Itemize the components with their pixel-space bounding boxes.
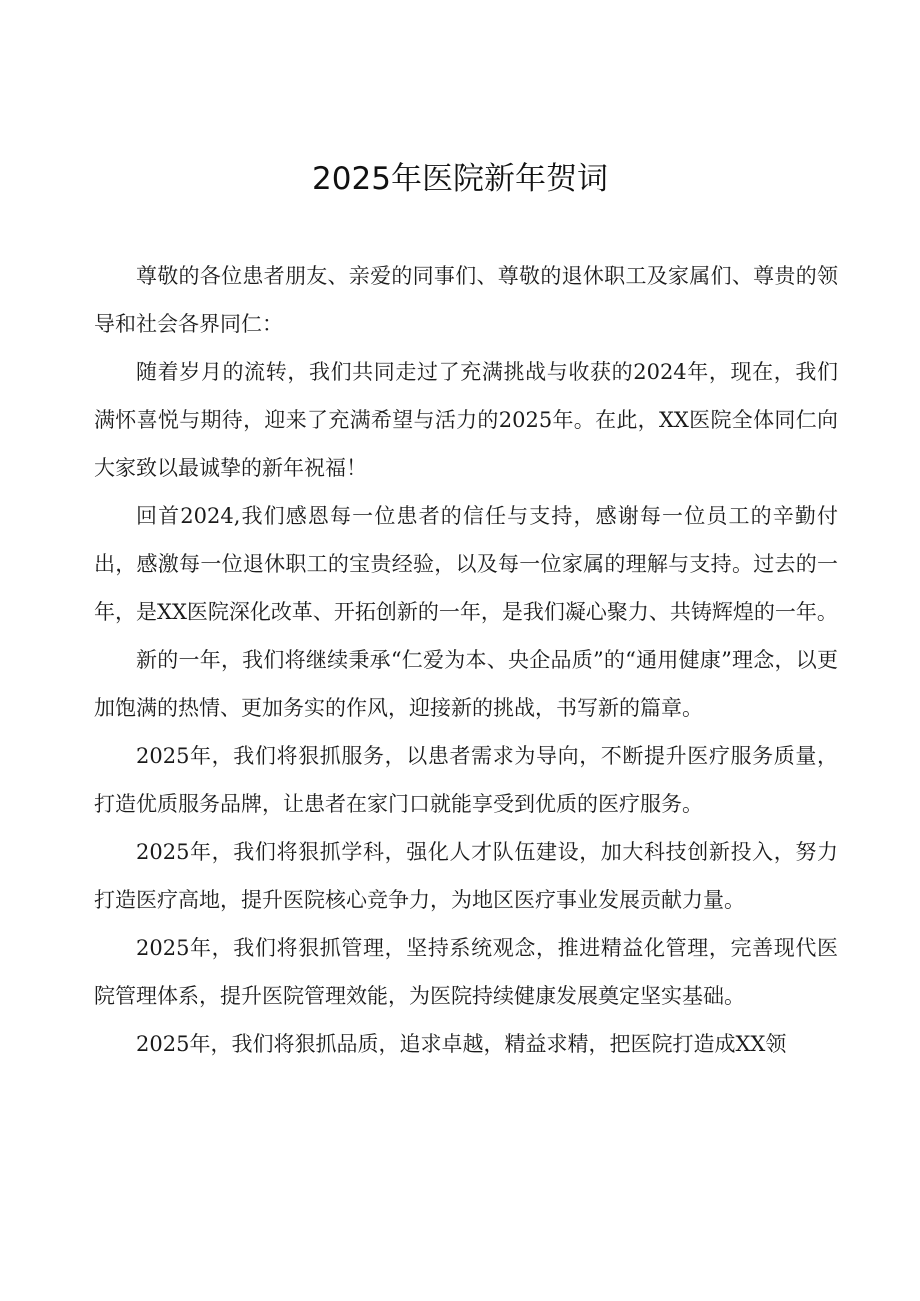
document-title: 2025年医院新年贺词 (312, 161, 608, 197)
paragraph-discipline-plan: 2025年，我们将狠抓学科，强化人才队伍建设，加大科技创新投入，努力打造医疗高地，提升医院核心竞争力，为地区医疗事业发展贡献力量。 (94, 840, 838, 912)
paragraph-review-2024: 回首2024,我们感恩每一位患者的信任与支持，感谢每一位员工的辛勤付出，感激每一位退休职工的宝贵经验，以及每一位家属的理解与支持。过去的一年，是XX医院深化改革、开拓创新的一年，是我们凝心聚力、共铸辉煌的一年。 (94, 504, 838, 624)
paragraph-service-plan: 2025年，我们将狠抓服务，以患者需求为导向，不断提升医疗服务质量，打造优质服务品牌，让患者在家门口就能享受到优质的医疗服务。 (94, 744, 838, 816)
paragraph-new-year-wishes: 随着岁月的流转，我们共同走过了充满挑战与收获的2024年，现在，我们满怀喜悦与期待，迎来了充满希望与活力的2025年。在此，XX医院全体同仁向大家致以最诚挚的新年祝福！ (94, 360, 838, 480)
paragraph-quality-plan: 2025年，我们将狠抓品质，追求卓越，精益求精，把医院打造成XX领 (136, 1032, 787, 1056)
paragraph-management-plan: 2025年，我们将狠抓管理，坚持系统观念，推进精益化管理，完善现代医院管理体系，提升医院管理效能，为医院持续健康发展奠定坚实基础。 (94, 936, 838, 1008)
paragraph-new-year-mission: 新的一年，我们将继续秉承“仁爱为本、央企品质”的“通用健康”理念，以更加饱满的热情、更加务实的作风，迎接新的挑战，书写新的篇章。 (94, 648, 838, 720)
paragraph-greeting: 尊敬的各位患者朋友、亲爱的同事们、尊敬的退休职工及家属们、尊贵的领导和社会各界同仁： (94, 264, 838, 336)
document-body (94, 252, 838, 1068)
